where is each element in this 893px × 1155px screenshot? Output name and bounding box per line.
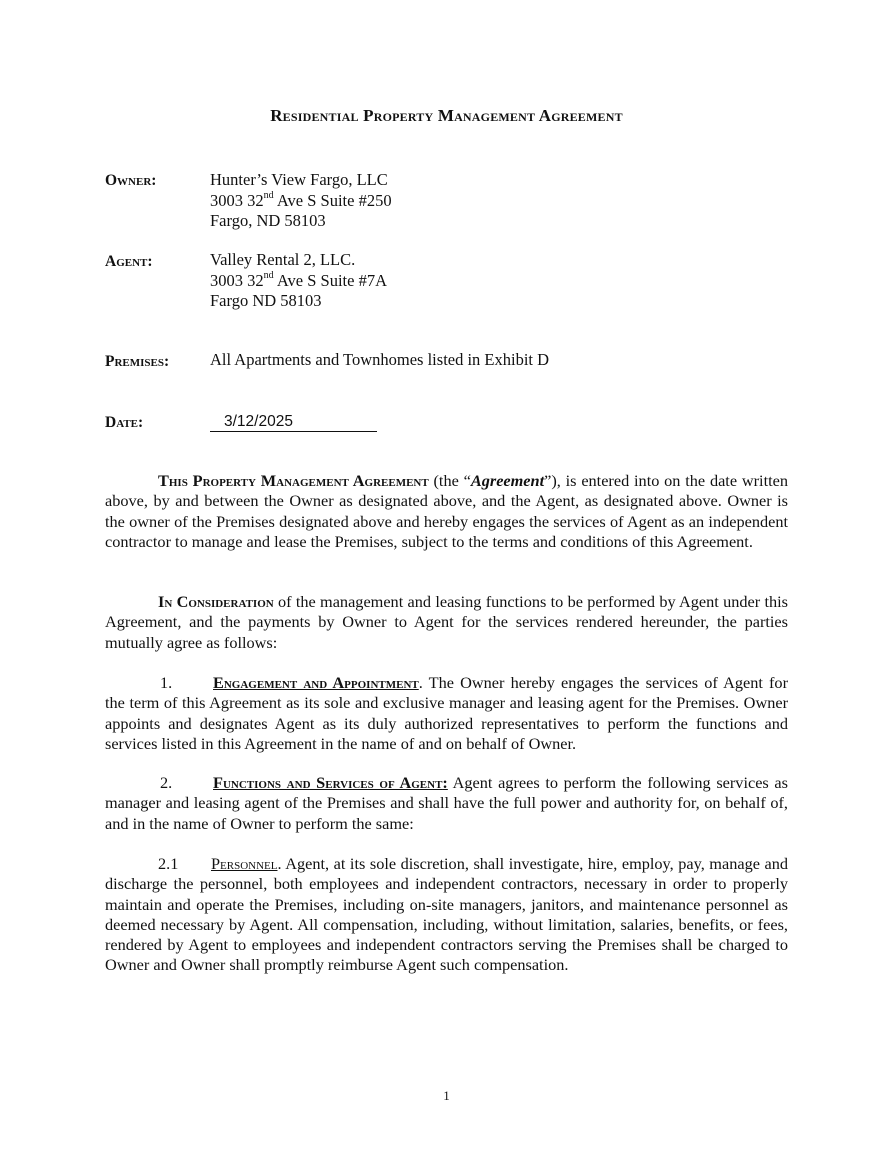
section-2-text: Agent agrees to perform the following services as manager and leasing agent of the Premises and shall have the full power and authority for, on behalf of, and in the name of Owner to perform the same: [105, 773, 788, 833]
section-1-number: 1. [160, 673, 173, 692]
owner-label: Owner: [105, 172, 157, 189]
page-number: 1 [443, 1088, 450, 1103]
date-label: Date: [105, 414, 144, 431]
intro-paragraph [105, 471, 788, 552]
section-2 [105, 773, 788, 834]
consideration-text: of the management and leasing functions to be performed by Agent under this Agreement, and the payments by Owner to Agent for the services rendered hereunder, the parties mutually agree as follows: [105, 592, 788, 652]
agent-address-suite: Ave S Suite #7A [273, 270, 387, 290]
date-field[interactable]: 3/12/2025 [210, 412, 377, 432]
consideration-paragraph [105, 592, 788, 653]
owner-block [210, 170, 392, 232]
premises-value: All Apartments and Townhomes listed in Exhibit D [210, 350, 550, 369]
section-1-text: . The Owner hereby engages the services of Agent for the term of this Agreement as its sole and exclusive manager and leasing agent for the Premises. Owner appoints and designates Agent as its duly authorized representatives to perform the functions and services listed in this Agreement in the name of and on behalf of Owner. [105, 673, 788, 753]
intro-text-b: ”), is entered into on the date written above, by and between the Owner as designated above, and the Agent, as designated above. Owner is the owner of the Premises designated above and hereby engages the services of Agent as an independent contractor to manage and lease the Premises, subject to the terms and conditions of this Agreement. [105, 471, 788, 551]
section-2-1-number: 2.1 [158, 854, 179, 873]
premises-label: Premises: [105, 353, 170, 370]
agent-address [210, 271, 387, 292]
owner-address-ordinal: nd [263, 190, 274, 201]
owner-city: Fargo, ND 58103 [210, 211, 326, 230]
agent-block [210, 250, 387, 312]
section-1 [105, 673, 788, 754]
agreement-term: Agreement [470, 471, 545, 490]
section-1-heading: Engagement and Appointment [213, 673, 419, 692]
agent-label: Agent: [105, 253, 153, 270]
section-2-1 [105, 854, 788, 976]
section-2-colon: : [442, 773, 448, 792]
agent-address-ordinal: nd [263, 270, 274, 281]
agent-city: Fargo ND 58103 [210, 291, 322, 310]
section-2-1-text: . Agent, at its sole discretion, shall investigate, hire, employ, pay, manage and discharge the personnel, both employees and independent contractors, necessary in order to properly maintain and operate the Premises, including on-site managers, janitors, and maintenance personnel as deemed necessary by Agent. All compensation, including, without limitation, salaries, benefits, or fees, rendered by Agent to employees and independent contractors serving the Premises shall be charged to Owner and Owner shall promptly reimburse Agent such compensation. [105, 854, 788, 975]
owner-address [210, 191, 392, 212]
agent-address-street: 3003 32 [210, 270, 264, 290]
agent-name: Valley Rental 2, LLC. [210, 250, 356, 269]
owner-address-suite: Ave S Suite #250 [273, 190, 392, 210]
consideration-lead: In Consideration [158, 592, 274, 611]
owner-name: Hunter’s View Fargo, LLC [210, 170, 388, 189]
intro-text-a: (the “ [428, 471, 471, 490]
agreement-lead: This Property Management Agreement [158, 471, 429, 490]
section-2-1-heading: Personnel [211, 854, 278, 873]
document-title: Residential Property Management Agreement [270, 106, 623, 125]
section-2-heading: Functions and Services of Agent [213, 773, 443, 792]
section-2-number: 2. [160, 773, 173, 792]
owner-address-street: 3003 32 [210, 190, 264, 210]
